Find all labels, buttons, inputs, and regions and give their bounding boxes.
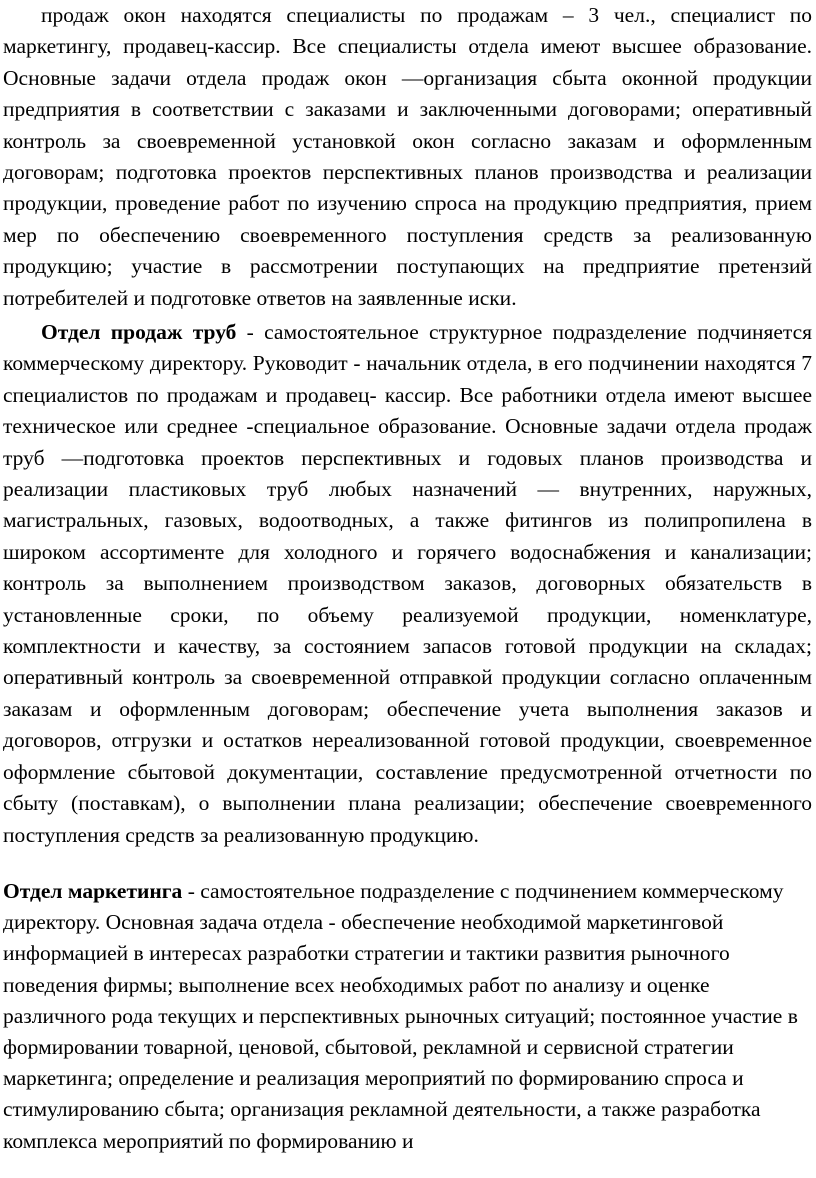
paragraph-pipe-sales — [3, 317, 812, 851]
paragraph-window-sales — [3, 0, 812, 314]
paragraph-text: продаж окон находятся специалисты по продажам – 3 чел., специалист по маркетингу, продавец-кассир. Все специалисты отдела имеют высшее образование. Основные задачи отдела продаж окон —организация сбыта оконной продукции предприятия в соответствии с заказами и заключенными договорами; оперативный контроль за своевременной установкой окон согласно заказам и оформленным договорам; подготовка проектов перспективных планов производства и реализации продукции, проведение работ по изучению спроса на продукцию предприятия, прием мер по обеспечению своевременного поступления средств за реализованную продукцию; участие в рассмотрении поступающих на предприятие претензий потребителей и подготовке ответов на заявленные иски. — [3, 3, 812, 310]
paragraph-heading: Отдел маркетинга — [3, 879, 183, 903]
paragraph-marketing — [3, 876, 812, 1157]
paragraph-text: - самостоятельное подразделение с подчинением коммерческому директору. Основная задача отдела - обеспечение необходимой маркетинговой информацией в интересах разработки стратегии и тактики развития рыночного поведения фирмы; выполнение всех необходимых работ по анализу и оценке различного рода текущих и перспективных рыночных ситуаций; постоянное участие в формировании товарной, ценовой, сбытовой, рекламной и сервисной стратегии маркетинга; определение и реализация мероприятий по формированию спроса и стимулированию сбыта; организация рекламной деятельности, а также разработка комплекса мероприятий по формированию и — [3, 879, 798, 1153]
paragraph-heading: Отдел продаж труб — [41, 320, 237, 344]
paragraph-text: - самостоятельное структурное подразделение подчиняется коммерческому директору. Руководит - начальник отдела, в его подчинении находятся 7 специалистов по продажам и продавец- кассир. Все работники отдела имеют высшее техническое или среднее -специальное образование. Основные задачи отдела продаж труб —подготовка проектов перспективных и годовых планов производства и реализации пластиковых труб любых назначений — внутренних, наружных, магистральных, газовых, водоотводных, а также фитингов из полипропилена в широком ассортименте для холодного и горячего водоснабжения и канализации; контроль за выполнением производством заказов, договорных обязательств в установленные сроки, по объему реализуемой продукции, номенклатуре, комплектности и качеству, за состоянием запасов готовой продукции на складах; оперативный контроль за своевременной отправкой продукции согласно оплаченным заказам и оформленным договорам; обеспечение учета выполнения заказов и договоров, отгрузки и остатков нереализованной готовой продукции, своевременное оформление сбытовой документации, составление предусмотренной отчетности по сбыту (поставкам), о выполнении плана реализации; обеспечение своевременного поступления средств за реализованную продукцию. — [3, 320, 813, 847]
